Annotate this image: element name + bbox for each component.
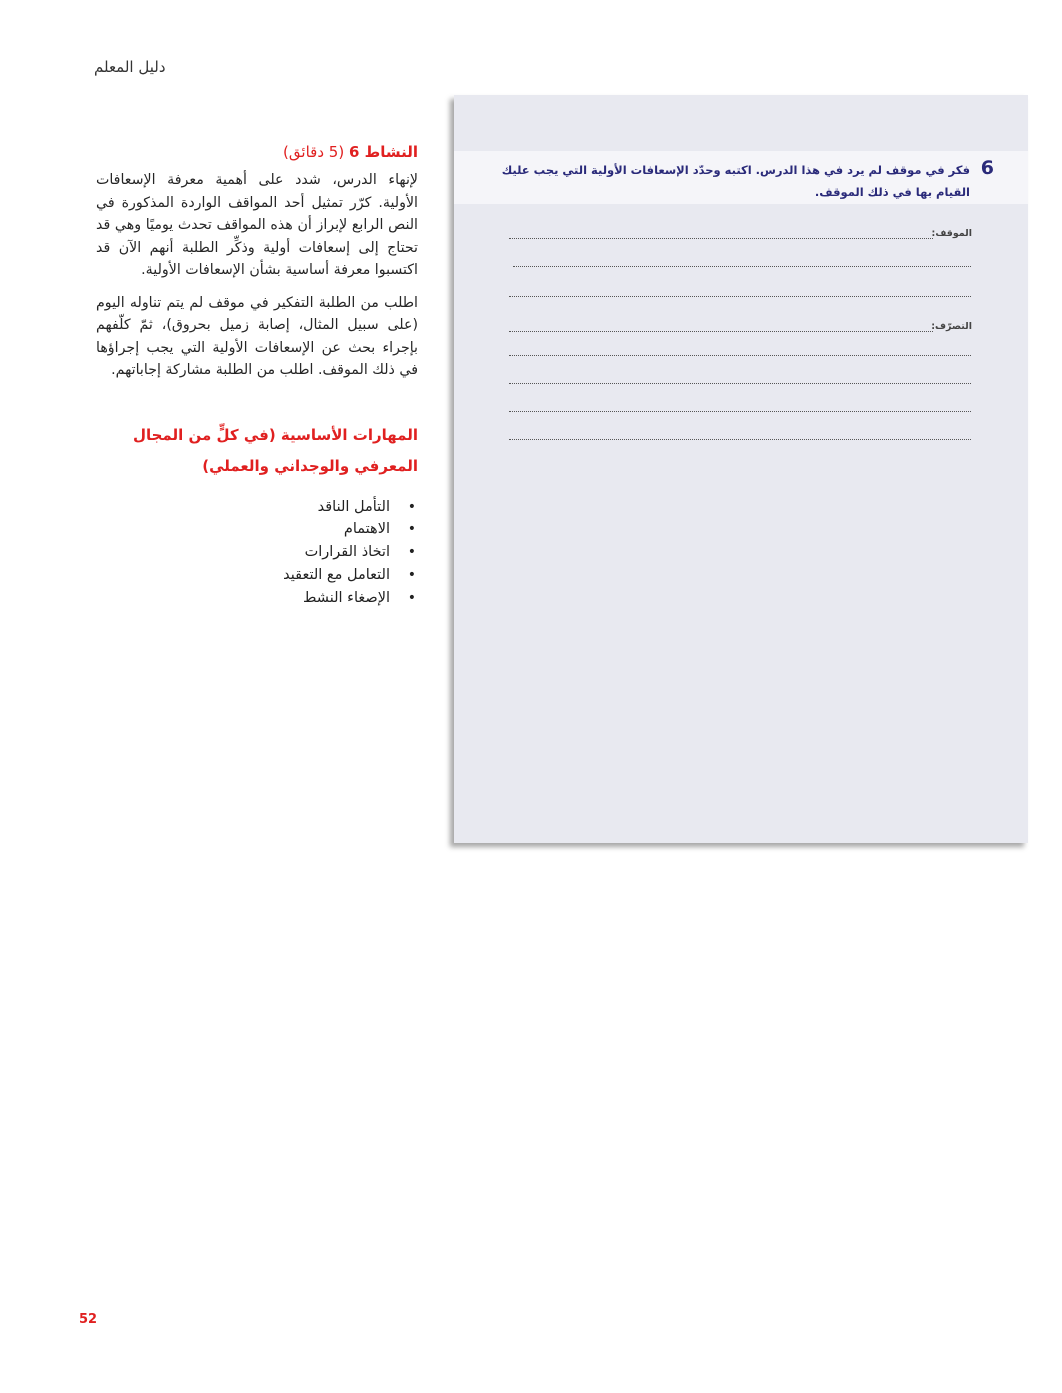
question-text: فكر في موقف لم يرد في هذا الدرس. اكتبه وحدّد الإسعافات الأولية التي يجب عليك القيام بها في ذلك الموقف. <box>501 163 970 199</box>
question-number: 6 <box>980 157 994 179</box>
situation-label: الموقف: <box>931 228 972 239</box>
dotted-line <box>509 331 933 332</box>
dotted-line <box>509 383 971 384</box>
bullet-icon: • <box>407 566 416 583</box>
skills-heading: المهارات الأساسية (في كلٍّ من المجال المعرفي والوجداني والعملي) <box>132 425 418 475</box>
bullet-icon: • <box>407 498 416 515</box>
answer-line[interactable] <box>509 344 972 358</box>
dotted-line <box>513 266 971 267</box>
skills-list-item <box>96 518 418 541</box>
skill-label: اتخاذ القرارات <box>304 544 390 561</box>
skill-label: الاهتمام <box>343 521 390 538</box>
dotted-line <box>509 439 971 440</box>
page-number: 52 <box>79 1312 98 1327</box>
bullet-icon: • <box>407 544 416 561</box>
action-answer-line[interactable] <box>509 320 972 334</box>
activity-heading-duration: (5 دقائق) <box>283 143 345 161</box>
student-workbook-page <box>454 95 1028 843</box>
dotted-line <box>509 296 971 297</box>
answer-line[interactable] <box>509 255 972 269</box>
skills-list-item <box>96 541 418 564</box>
activity-paragraph: لإنهاء الدرس، شدد على أهمية معرفة الإسعافات الأولية. كرّر تمثيل أحد المواقف الواردة المذكورة في النص الرابع لإبراز أن هذه المواقف تحدث يوميًا وهي قد تحتاج إلى إسعافات أولية وذكِّر الطلبة أنهم الآن قد اكتسبوا معرفة أساسية بشأن الإسعافات الأولية. <box>96 172 418 278</box>
answer-line[interactable] <box>509 285 972 299</box>
bullet-icon: • <box>407 589 416 606</box>
answer-line[interactable] <box>509 400 972 414</box>
bullet-icon: • <box>407 521 416 538</box>
situation-answer-line[interactable] <box>509 227 972 241</box>
skill-label: التعامل مع التعقيد <box>283 566 390 583</box>
activity-heading <box>96 143 418 161</box>
page-header-title: دليل المعلم <box>94 58 166 76</box>
skill-label: الإصغاء النشط <box>303 589 390 606</box>
activity-heading-title: النشاط 6 <box>348 143 418 161</box>
activity-paragraph: اطلب من الطلبة التفكير في موقف لم يتم تناوله اليوم (على سبيل المثال، إصابة زميل بحروق)، ثمّ كلّفهم بإجراء بحث عن الإسعافات الأولية التي يجب إجراؤها في ذلك الموقف. اطلب من الطلبة مشاركة إجاباتهم. <box>96 294 418 378</box>
action-label: التصرّف: <box>931 321 972 332</box>
teacher-notes-column <box>96 143 418 609</box>
skill-label: التأمل الناقد <box>317 498 390 515</box>
answer-line[interactable] <box>509 428 972 442</box>
dotted-line <box>509 238 933 239</box>
dotted-line <box>509 411 971 412</box>
answer-line[interactable] <box>509 372 972 386</box>
skills-list-item <box>96 496 418 519</box>
skills-list <box>96 496 418 610</box>
dotted-line <box>509 355 971 356</box>
skills-list-item <box>96 564 418 587</box>
skills-list-item <box>96 587 418 610</box>
